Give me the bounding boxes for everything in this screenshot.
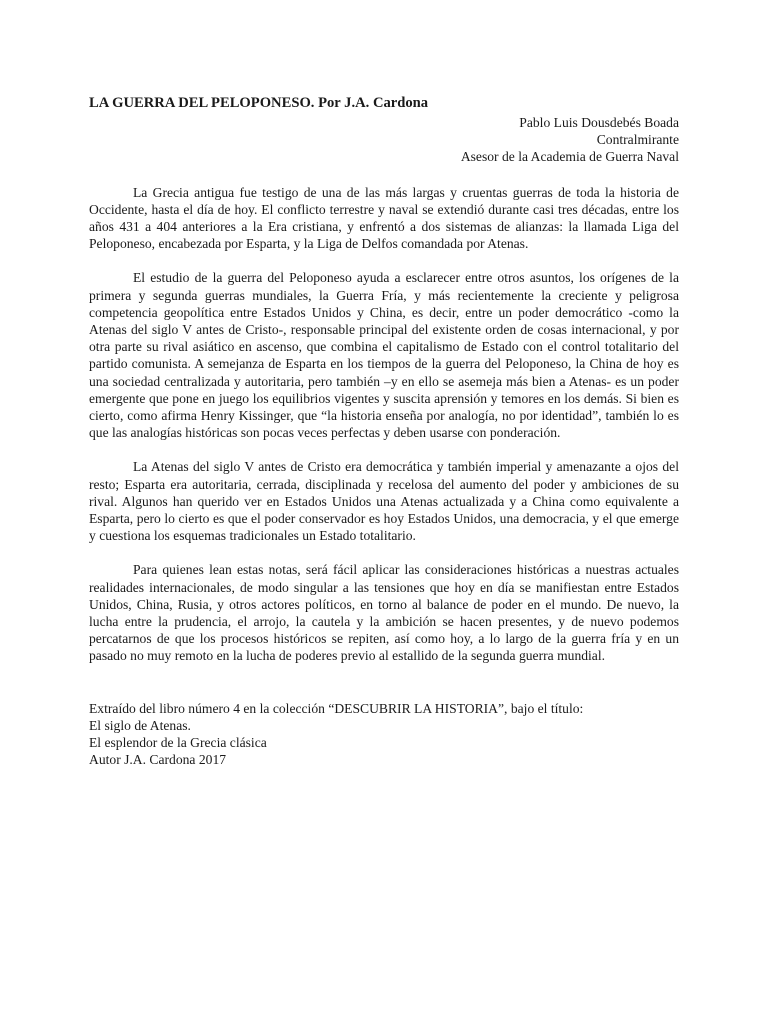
paragraph-4: Para quienes lean estas notas, será fácil aplicar las consideraciones históricas a nuestras actuales realidades internacionales, de modo singular a las tensiones que hoy en día se manifiestan entre Estados Unidos, China, Rusia, y otros actores políticos, en torno al balance de poder en el mundo. De nuevo, la lucha entre la prudencia, el arrojo, la cautela y la ambición se hacen presentes, y de nuevo podemos percatarnos de que los procesos históricos se repiten, así como hoy, a lo largo de la guerra fría y en un pasado no muy remoto en la lucha de poderes previo al estallido de la segunda guerra mundial.	[89, 562, 679, 664]
document-title: LA GUERRA DEL PELOPONESO. Por J.A. Cardona	[89, 95, 429, 111]
source-note	[89, 700, 679, 769]
source-line-1: Extraído del libro número 4 en la colección “DESCUBRIR LA HISTORIA”, bajo el título:	[89, 700, 584, 716]
paragraph-2: El estudio de la guerra del Peloponeso ayuda a esclarecer entre otros asuntos, los orígenes de la primera y segunda guerras mundiales, la Guerra Fría, y más recientemente la creciente y peligrosa competencia geopolítica entre Estados Unidos y China, es decir, entre un poder democrático -como la Atenas del siglo V antes de Cristo-, responsable principal del existente orden de cosas internacional, y por otra parte su rival asiático en ascenso, que combina el capitalismo de Estado con el control totalitario del partido comunista. A semejanza de Esparta en los tiempos de la guerra del Peloponeso, la China de hoy es una sociedad centralizada y autoritaria, pero también –y en ello se asemeja más bien a Atenas- es un poder emergente que pone en juego los equilibrios vigentes y suscita aprensión y temores en los demás. Si bien es cierto, como afirma Henry Kissinger, que “la historia enseña por analogía, no por identidad”, también lo es que las analogías históricas son pocas veces perfectas y deben usarse con ponderación.	[89, 270, 679, 441]
paragraph-3: La Atenas del siglo V antes de Cristo era democrática y también imperial y amenazante a ojos del resto; Esparta era autoritaria, cerrada, disciplinada y recelosa del aumento del poder y ambiciones de su rival. Algunos han querido ver en Estados Unidos una Atenas actualizada y a China como equivalente a Esparta, pero lo cierto es que el poder conservador es hoy Estados Unidos, una democracia, y el que emerge y cuestiona los esquemas tradicionales un Estado totalitario.	[89, 459, 679, 544]
source-line-2: El siglo de Atenas.	[89, 717, 191, 733]
author-block	[89, 114, 679, 166]
author-name: Pablo Luis Dousdebés Boada	[519, 115, 679, 130]
source-line-3: El esplendor de la Grecia clásica	[89, 735, 267, 751]
author-rank: Contralmirante	[596, 132, 679, 148]
document-page	[89, 94, 679, 769]
source-line-4: Autor J.A. Cardona 2017	[89, 752, 227, 768]
paragraph-1: La Grecia antigua fue testigo de una de las más largas y cruentas guerras de toda la historia de Occidente, hasta el día de hoy. El conflicto terrestre y naval se extendió durante casi tres décadas, entre los años 431 a 404 anteriores a la Era cristiana, y enfrentó a dos sistemas de alianzas: la llamada Liga del Peloponeso, encabezada por Esparta, y la Liga de Delfos comandada por Atenas.	[89, 184, 679, 252]
author-role: Asesor de la Academia de Guerra Naval	[460, 149, 679, 165]
